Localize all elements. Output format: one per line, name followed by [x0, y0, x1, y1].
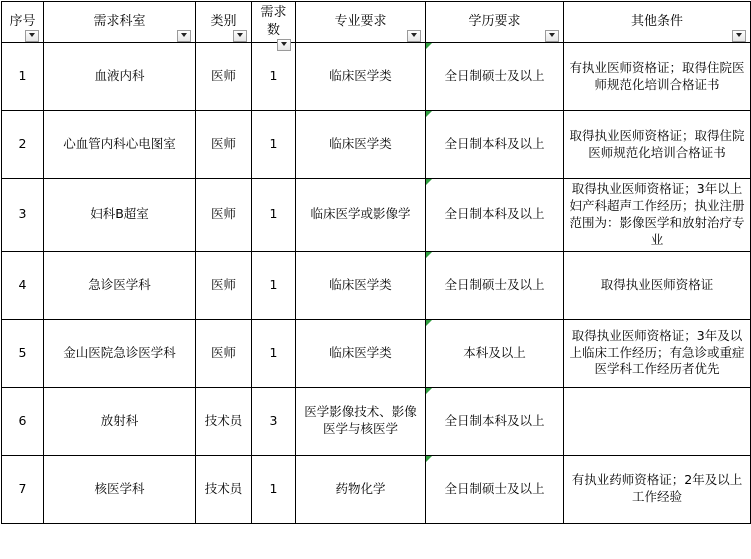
cell-other: 有执业药师资格证；2年及以上工作经验: [564, 455, 751, 523]
cell-major: 临床医学类: [296, 43, 426, 111]
spreadsheet-sheet: [0, 1, 751, 559]
column-header-count-label: 需求数: [260, 5, 287, 38]
cell-major: 药物化学: [296, 455, 426, 523]
cell-department: 金山医院急诊医学科: [44, 319, 196, 387]
column-header-major: [296, 2, 426, 43]
cell-serial: 4: [2, 251, 44, 319]
cell-education: 全日制硕士及以上: [426, 251, 564, 319]
cell-category: 技术员: [196, 387, 252, 455]
cell-count: 1: [252, 43, 296, 111]
requirements-table: [1, 1, 751, 524]
cell-serial: 3: [2, 179, 44, 252]
cell-major: 临床医学类: [296, 251, 426, 319]
column-header-serial-label: 序号: [9, 14, 36, 30]
cell-serial: 6: [2, 387, 44, 455]
cell-category: 医师: [196, 43, 252, 111]
cell-education: 全日制本科及以上: [426, 179, 564, 252]
filter-dropdown-icon[interactable]: [732, 30, 746, 42]
column-header-major-label: 专业要求: [334, 14, 387, 30]
cell-department: 妇科B超室: [44, 179, 196, 252]
column-header-other-label: 其他条件: [630, 14, 683, 30]
cell-education: 全日制硕士及以上: [426, 43, 564, 111]
cell-serial: 2: [2, 111, 44, 179]
column-header-category-label: 类别: [210, 14, 237, 30]
cell-count: 1: [252, 251, 296, 319]
cell-serial: 7: [2, 455, 44, 523]
cell-major: 临床医学类: [296, 111, 426, 179]
cell-major: 临床医学类: [296, 319, 426, 387]
cell-other: 取得执业医师资格证；3年以上妇产科超声工作经历；执业注册范围为：影像医学和放射治疗专业: [564, 179, 751, 252]
column-header-count: [252, 2, 296, 43]
filter-dropdown-icon[interactable]: [177, 30, 191, 42]
table-row: [2, 43, 751, 111]
cell-education: 全日制本科及以上: [426, 387, 564, 455]
cell-category: 医师: [196, 251, 252, 319]
filter-dropdown-icon[interactable]: [25, 30, 39, 42]
cell-category: 医师: [196, 179, 252, 252]
cell-count: 3: [252, 387, 296, 455]
table-row: [2, 319, 751, 387]
table-header-row: [2, 2, 751, 43]
table-row: [2, 111, 751, 179]
cell-other: 有执业医师资格证；取得住院医师规范化培训合格证书: [564, 43, 751, 111]
filter-dropdown-icon[interactable]: [407, 30, 421, 42]
column-header-other: [564, 2, 751, 43]
cell-department: 心血管内科心电图室: [44, 111, 196, 179]
cell-department: 核医学科: [44, 455, 196, 523]
cell-education: 本科及以上: [426, 319, 564, 387]
sheet-bottom-area: [0, 546, 751, 559]
cell-department: 血液内科: [44, 43, 196, 111]
table-row: [2, 179, 751, 252]
column-header-education: [426, 2, 564, 43]
filter-dropdown-icon[interactable]: [545, 30, 559, 42]
cell-serial: 5: [2, 319, 44, 387]
table-row: [2, 251, 751, 319]
column-header-department-label: 需求科室: [93, 14, 146, 30]
cell-other: 取得执业医师资格证；取得住院医师规范化培训合格证书: [564, 111, 751, 179]
column-header-education-label: 学历要求: [468, 14, 521, 30]
filter-dropdown-icon[interactable]: [277, 39, 291, 51]
cell-serial: 1: [2, 43, 44, 111]
cell-count: 1: [252, 319, 296, 387]
cell-other: 取得执业医师资格证；3年及以上临床工作经历；有急诊或重症医学科工作经历者优先: [564, 319, 751, 387]
cell-major: 医学影像技术、影像医学与核医学: [296, 387, 426, 455]
cell-category: 医师: [196, 111, 252, 179]
cell-education: 全日制本科及以上: [426, 111, 564, 179]
cell-count: 1: [252, 455, 296, 523]
cell-education: 全日制硕士及以上: [426, 455, 564, 523]
cell-major: 临床医学或影像学: [296, 179, 426, 252]
cell-category: 技术员: [196, 455, 252, 523]
cell-department: 放射科: [44, 387, 196, 455]
cell-other: 取得执业医师资格证: [564, 251, 751, 319]
cell-count: 1: [252, 179, 296, 252]
table-row: [2, 387, 751, 455]
cell-count: 1: [252, 111, 296, 179]
filter-dropdown-icon[interactable]: [233, 30, 247, 42]
column-header-department: [44, 2, 196, 43]
cell-other: [564, 387, 751, 455]
table-row: [2, 455, 751, 523]
column-header-category: [196, 2, 252, 43]
cell-department: 急诊医学科: [44, 251, 196, 319]
column-header-serial: [2, 2, 44, 43]
cell-category: 医师: [196, 319, 252, 387]
